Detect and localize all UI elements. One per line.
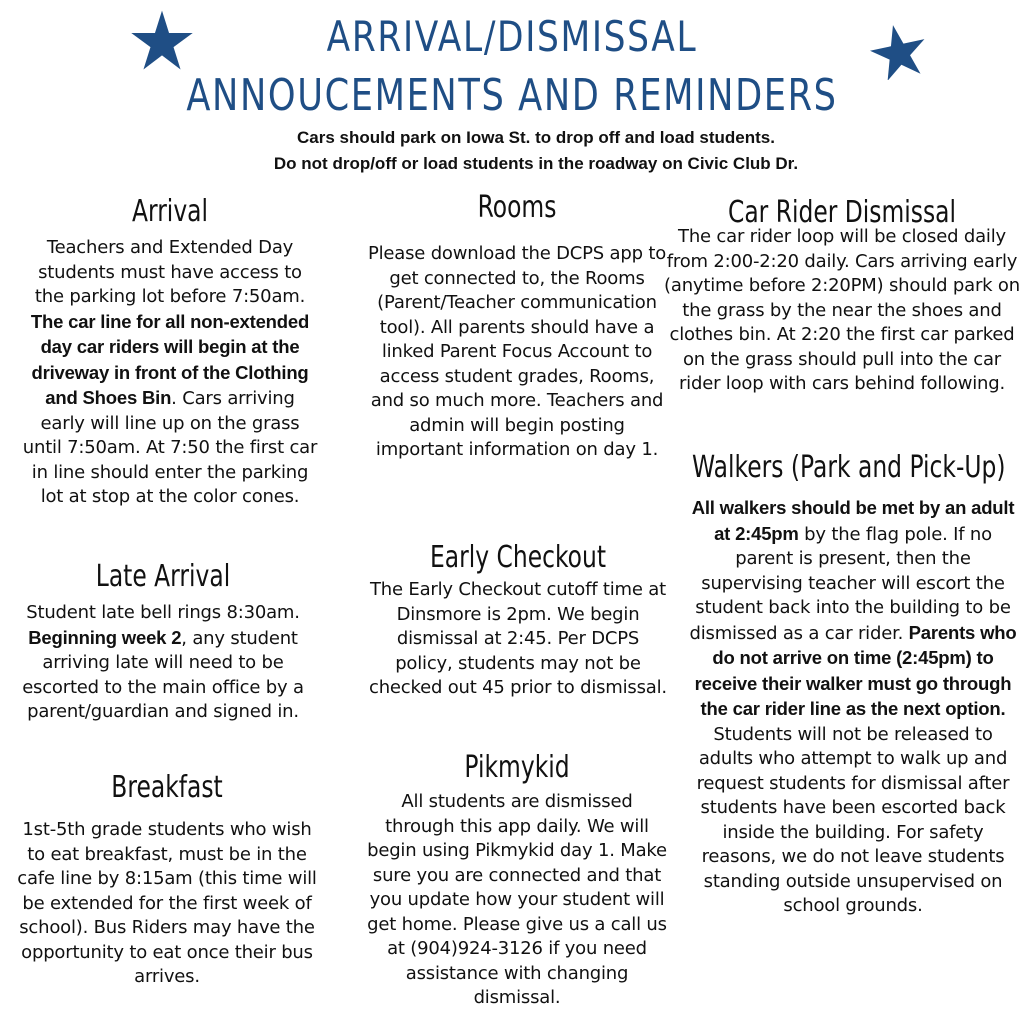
pikmykid-text: All students are dismissed through this app daily. We will begin using Pikmykid day 1. Make sure you are connected and that you update how your student will get home. Please give us a call us at (904)924-3126 if you need assistance with changing dismissal.: [367, 791, 667, 1008]
walkers-heading: Walkers (Park and Pick-Up): [692, 450, 1006, 485]
breakfast-heading: Breakfast: [111, 770, 223, 805]
car-rider-heading: Car Rider Dismissal: [727, 195, 957, 230]
car-rider-section: [664, 193, 1020, 397]
pikmykid-section: [366, 748, 668, 1011]
arrival-heading: Arrival: [131, 194, 209, 229]
walkers-section: [678, 448, 1024, 919]
page-title: ARRIVAL/DISMISSAL: [326, 12, 698, 61]
rooms-section: [366, 188, 668, 463]
car-rider-text: The car rider loop will be closed daily from 2:00-2:20 daily. Cars arriving early (anytime before 2:20PM) should park on the grass by the near the shoes and clothes bin. At 2:20 the first car parked on the grass should pull into the car rider loop with cars behind following.: [664, 226, 1020, 394]
arrival-text: Teachers and Extended Day students must have access to the parking lot before 7:50am. The car line for all non-extended day car riders will begin at the driveway in front of the Clothing and Shoes Bin. Cars arriving early will line up on the grass until 7:50am. At 7:50 the first car in line should enter the parking lot at stop at the color cones.: [22, 237, 318, 507]
header-note: Cars should park on Iowa St. to drop off and load students.: [297, 128, 775, 147]
pikmykid-heading: Pikmykid: [464, 750, 570, 785]
header-note: Do not drop/off or load students in the roadway on Civic Club Dr.: [273, 154, 799, 173]
rooms-heading: Rooms: [477, 190, 557, 225]
late-arrival-heading: Late Arrival: [95, 559, 231, 594]
arrival-section: [22, 192, 318, 510]
early-checkout-section: [366, 538, 670, 701]
late-arrival-section: [14, 557, 312, 725]
late-arrival-text: Student late bell rings 8:30am. Beginning week 2, any student arriving late will need to be escorted to the main office by a parent/guardian and signed in.: [22, 602, 304, 722]
early-checkout-text: The Early Checkout cutoff time at Dinsmore is 2pm. We begin dismissal at 2:45. Per DCPS policy, students may not be checked out 45 prior to dismissal.: [369, 579, 667, 698]
breakfast-section: [14, 768, 320, 990]
rooms-text: Please download the DCPS app to get connected to, the Rooms (Parent/Teacher communication tool). All parents should have a linked Parent Focus Account to access student grades, Rooms, and so much more. Teachers and admin will begin posting important information on day 1.: [367, 243, 667, 460]
breakfast-text: 1st-5th grade students who wish to eat breakfast, must be in the cafe line by 8:15am (this time will be extended for the first week of school). Bus Riders may have the opportunity to eat once their bus arrives.: [17, 819, 317, 987]
early-checkout-heading: Early Checkout: [429, 540, 607, 575]
page-subtitle: ANNOUCEMENTS AND REMINDERS: [186, 70, 838, 121]
walkers-text: All walkers should be met by an adult at 2:45pm by the flag pole. If no parent is present, then the supervising teacher will escort the student back into the building to be dismissed as a car rider. Parents who do not arrive on time (2:45pm) to receive their walker must go through the car rider line as the next option. Students will not be released to adults who attempt to walk up and request students for dismissal after students have been escorted back inside the building. For safety reasons, we do not leave students standing outside unsupervised on school grounds.: [689, 497, 1017, 916]
